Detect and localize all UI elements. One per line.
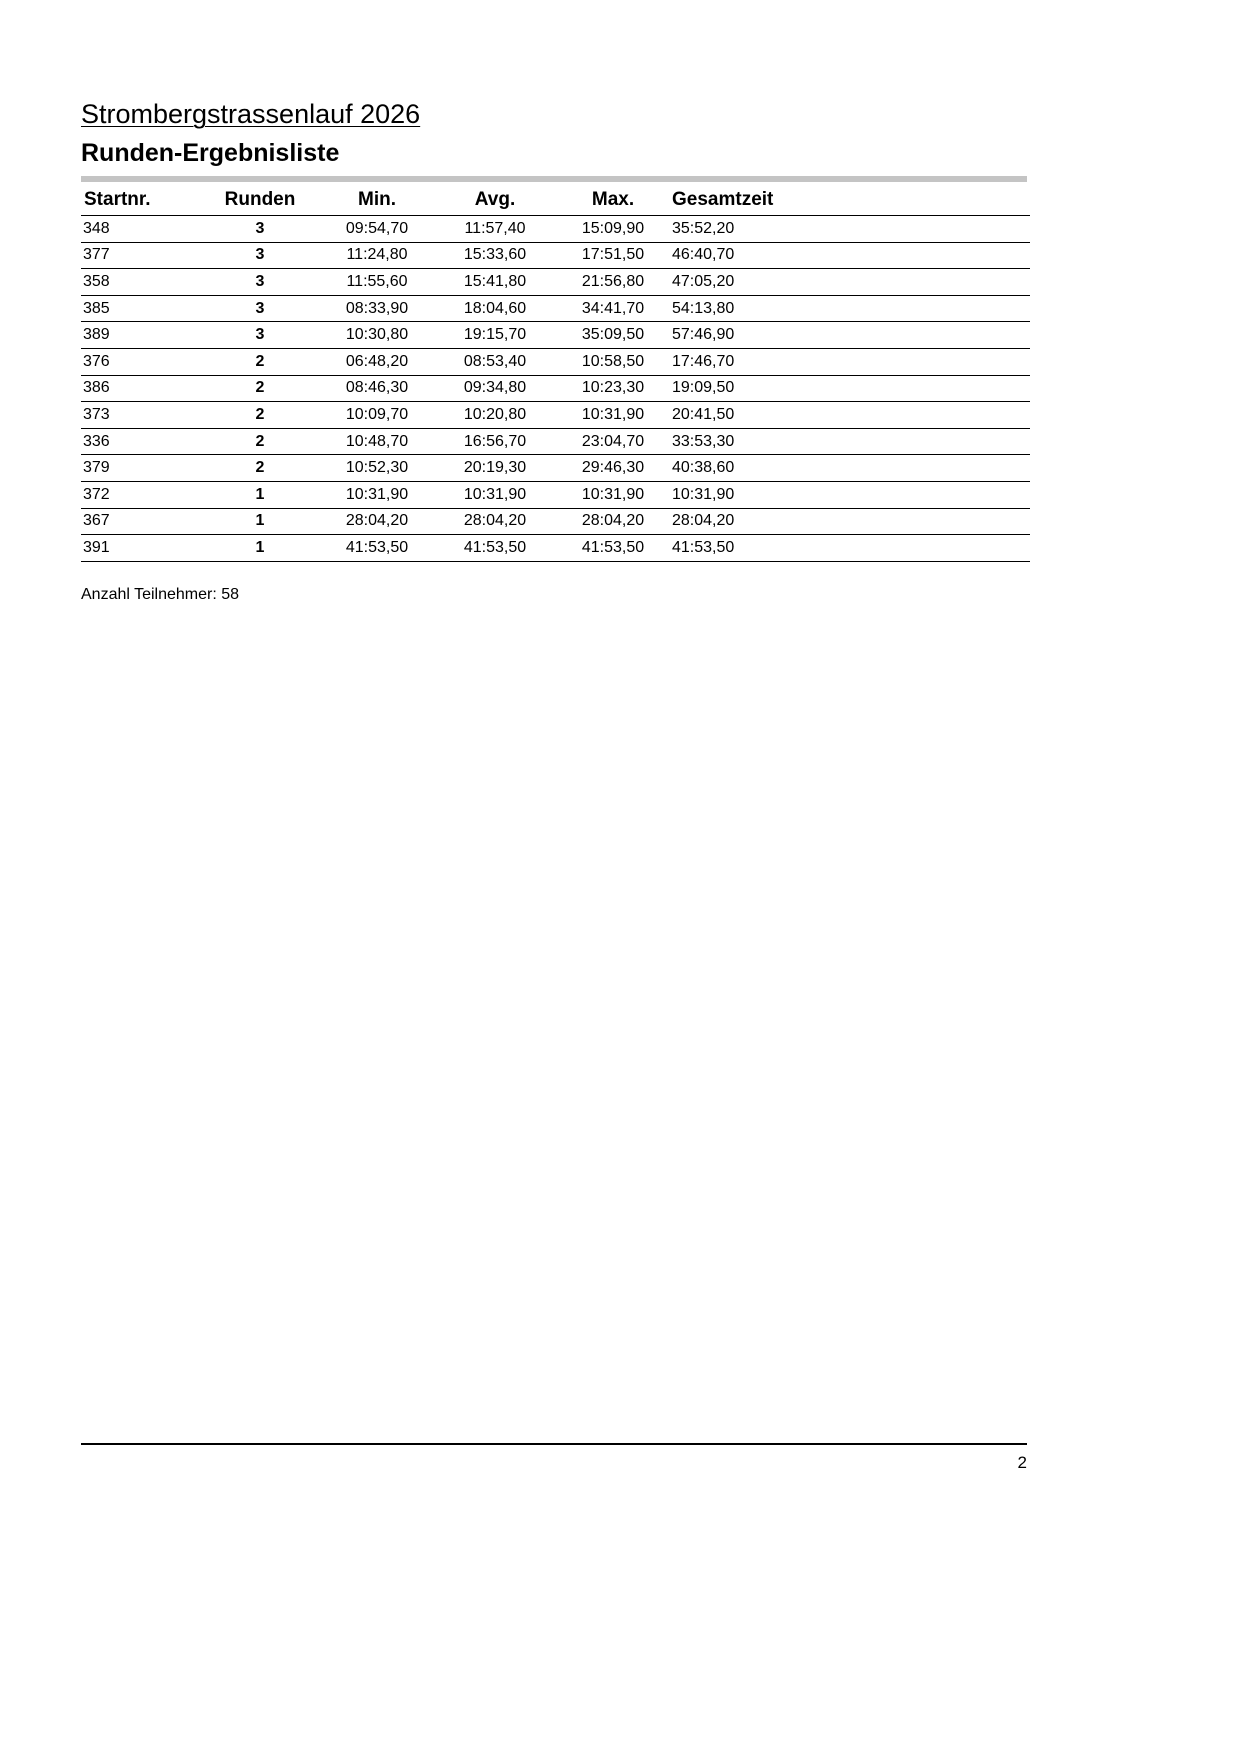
cell-min: 09:54,70 [318,216,436,243]
results-table [81,184,1030,562]
cell-startnr: 336 [81,428,202,455]
cell-avg: 19:15,70 [436,322,554,349]
cell-startnr: 391 [81,535,202,562]
cell-startnr: 389 [81,322,202,349]
cell-min: 10:09,70 [318,402,436,429]
cell-avg: 09:34,80 [436,375,554,402]
cell-max: 34:41,70 [554,295,672,322]
cell-avg: 15:33,60 [436,242,554,269]
cell-max: 10:31,90 [554,481,672,508]
cell-gesamtzeit: 46:40,70 [672,242,1030,269]
cell-runden: 1 [202,535,318,562]
cell-max: 10:23,30 [554,375,672,402]
table-row [81,428,1030,455]
page-number: 2 [1017,1453,1027,1472]
cell-avg: 10:31,90 [436,481,554,508]
cell-avg: 16:56,70 [436,428,554,455]
participant-count: Anzahl Teilnehmer: 58 [81,586,240,603]
cell-runden: 2 [202,402,318,429]
cell-startnr: 377 [81,242,202,269]
table-row [81,269,1030,296]
cell-startnr: 385 [81,295,202,322]
cell-max: 15:09,90 [554,216,672,243]
column-header-gesamtzeit: Gesamtzeit [672,184,1030,216]
cell-gesamtzeit: 35:52,20 [672,216,1030,243]
table-row [81,375,1030,402]
cell-runden: 3 [202,295,318,322]
cell-gesamtzeit: 17:46,70 [672,348,1030,375]
footer-divider [81,1443,1027,1445]
header-divider [81,176,1027,182]
cell-gesamtzeit: 47:05,20 [672,269,1030,296]
cell-avg: 41:53,50 [436,535,554,562]
cell-runden: 2 [202,455,318,482]
column-header-startnr: Startnr. [81,184,202,216]
cell-gesamtzeit: 40:38,60 [672,455,1030,482]
cell-runden: 3 [202,242,318,269]
cell-startnr: 358 [81,269,202,296]
table-row [81,216,1030,243]
cell-max: 23:04,70 [554,428,672,455]
cell-gesamtzeit: 19:09,50 [672,375,1030,402]
cell-runden: 2 [202,428,318,455]
cell-gesamtzeit: 20:41,50 [672,402,1030,429]
cell-avg: 20:19,30 [436,455,554,482]
table-row [81,295,1030,322]
cell-min: 10:31,90 [318,481,436,508]
cell-min: 08:46,30 [318,375,436,402]
cell-gesamtzeit: 54:13,80 [672,295,1030,322]
list-title: Runden-Ergebnisliste [81,139,340,167]
cell-runden: 3 [202,216,318,243]
cell-min: 10:48,70 [318,428,436,455]
table-row [81,348,1030,375]
column-header-max: Max. [554,184,672,216]
column-header-avg: Avg. [436,184,554,216]
cell-max: 10:58,50 [554,348,672,375]
column-header-min: Min. [318,184,436,216]
cell-gesamtzeit: 41:53,50 [672,535,1030,562]
column-header-runden: Runden [202,184,318,216]
cell-min: 10:30,80 [318,322,436,349]
cell-max: 10:31,90 [554,402,672,429]
cell-gesamtzeit: 10:31,90 [672,481,1030,508]
cell-gesamtzeit: 57:46,90 [672,322,1030,349]
table-row [81,455,1030,482]
cell-runden: 1 [202,481,318,508]
cell-startnr: 386 [81,375,202,402]
cell-min: 06:48,20 [318,348,436,375]
cell-startnr: 348 [81,216,202,243]
cell-gesamtzeit: 28:04,20 [672,508,1030,535]
cell-runden: 1 [202,508,318,535]
cell-avg: 10:20,80 [436,402,554,429]
table-header-row [81,184,1030,216]
event-title: Strombergstrassenlauf 2026 [81,99,421,129]
table-row [81,535,1030,562]
cell-min: 41:53,50 [318,535,436,562]
table-row [81,322,1030,349]
cell-min: 11:55,60 [318,269,436,296]
cell-startnr: 367 [81,508,202,535]
cell-min: 08:33,90 [318,295,436,322]
cell-max: 35:09,50 [554,322,672,349]
table-row [81,481,1030,508]
cell-runden: 2 [202,348,318,375]
cell-startnr: 376 [81,348,202,375]
cell-avg: 15:41,80 [436,269,554,296]
cell-startnr: 373 [81,402,202,429]
table-row [81,402,1030,429]
cell-min: 11:24,80 [318,242,436,269]
cell-max: 41:53,50 [554,535,672,562]
table-row [81,242,1030,269]
cell-runden: 3 [202,322,318,349]
cell-avg: 28:04,20 [436,508,554,535]
cell-startnr: 372 [81,481,202,508]
cell-avg: 08:53,40 [436,348,554,375]
table-row [81,508,1030,535]
cell-max: 21:56,80 [554,269,672,296]
cell-startnr: 379 [81,455,202,482]
cell-max: 28:04,20 [554,508,672,535]
cell-max: 17:51,50 [554,242,672,269]
cell-min: 10:52,30 [318,455,436,482]
cell-min: 28:04,20 [318,508,436,535]
cell-avg: 18:04,60 [436,295,554,322]
cell-max: 29:46,30 [554,455,672,482]
cell-gesamtzeit: 33:53,30 [672,428,1030,455]
cell-runden: 3 [202,269,318,296]
cell-avg: 11:57,40 [436,216,554,243]
cell-runden: 2 [202,375,318,402]
